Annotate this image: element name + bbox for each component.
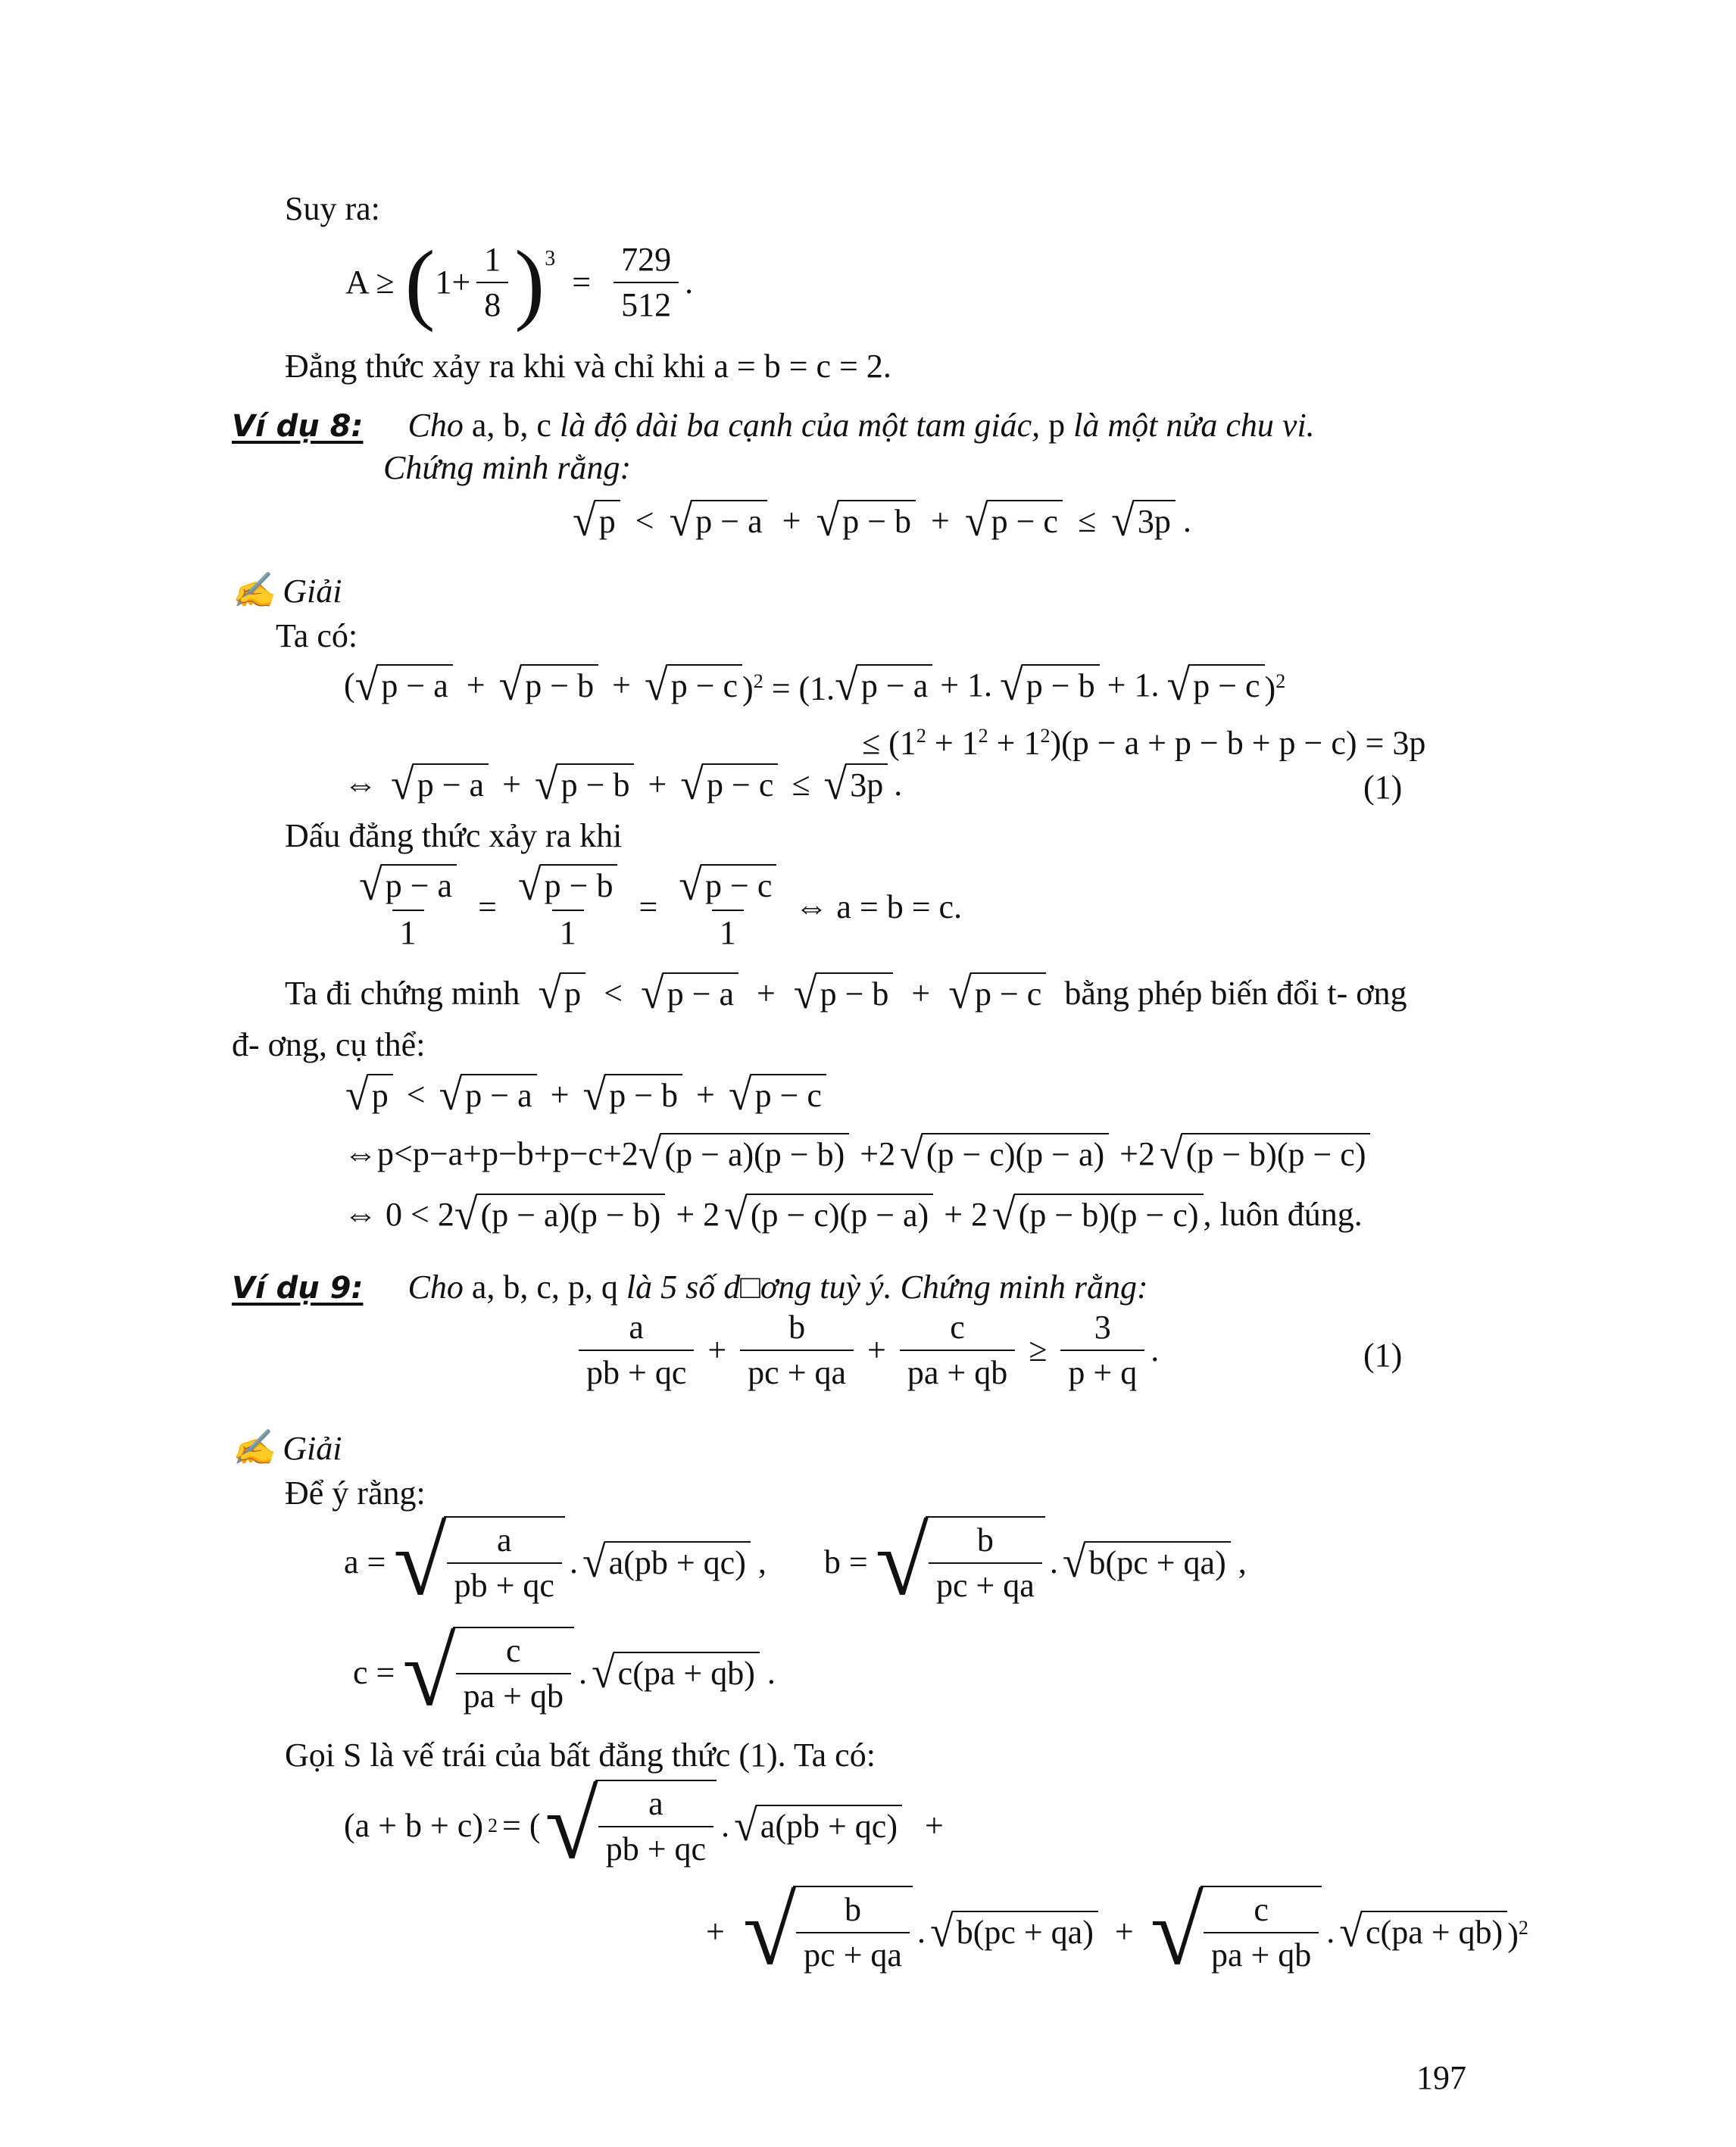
fraction-one-eighth: $\frac{1}{8}$ — [476, 241, 508, 324]
example-9-inequality: a pb + qc + $\frac{b}{pc + qa}$ + $\frac{c}{pa + qb}$ ≥ $\frac{3}{p + q}$ . — [573, 1309, 1159, 1392]
equation-tag-1: (1) — [1363, 769, 1403, 806]
cauchy-line-1: ( √ p − a + √ p − b + √ p − c )$^2$ = (1. √ p − a + 1. √ p − b + 1. √ p − c )$^2$ — [344, 660, 1286, 710]
proof-step-1: √ p < √ p − a + √ p − b + √ p − c — [345, 1074, 826, 1116]
equality-fractions: √ p − a 1 = √ p − b 1 = √ p − c 1 ⇔ a = b = c. — [359, 860, 963, 951]
example-8-prove: Chứng minh rằng: — [383, 449, 632, 486]
example-8-statement: Ví dụ 8: Cho a, b, c là độ dài ba cạnh của một tam giác, p là một nửa chu vi. — [232, 407, 1315, 444]
equality-condition: Đẳng thức xảy ra khi và chỉ khi a = b = c = 2. — [285, 348, 891, 385]
solution-8-heading: ✍ Giải — [232, 571, 342, 610]
page-number: 197 — [1416, 2059, 1466, 2096]
example-8-inequality: √ p < √ p − a + √ p − b + √ p − c ≤ √ 3p . — [573, 496, 1191, 546]
identity-c: c = √ c pa + qb . √ c(pa + qb) . — [353, 1618, 776, 1726]
writing-hand-icon: ✍ — [232, 571, 276, 610]
writing-hand-icon: ✍ — [232, 1428, 276, 1467]
bound-formula: A ≥ ( 1+ $\frac{1}{8}$ ) 3 = $\frac{729}{512}$ . — [345, 232, 694, 332]
ta-co-label: Ta có: — [276, 617, 358, 654]
example-9-statement: Ví dụ 9: Cho a, b, c, p, q là 5 số d□ơng tuỳ ý. Chứng minh rằng: — [232, 1269, 1148, 1306]
proof-step-2: ⇔p<p−a+p−b+p−c+2 √ (p − a)(p − b) +2 √ (p − c)(p − a) +2 √ (p − b)(p − c) — [344, 1133, 1370, 1175]
suy-ra-label: Suy ra: — [285, 190, 380, 227]
proof-intro-cont: đ- ơng, cụ thể: — [232, 1026, 426, 1063]
square-sum-line-2: + √ b pc + qa . √ b(pc + qa) + √ c pa + qb . √ c(pa + qb) )$^2$ — [706, 1877, 1528, 1985]
square-sum-line-1: (a + b + c) 2 = ( √ a pb + qc . √ a(pb + qc) + — [344, 1771, 944, 1879]
define-s: Gọi S là vế trái của bất đẳng thức (1). Ta có: — [285, 1737, 876, 1774]
note-label: Để ý rằng: — [285, 1475, 426, 1512]
equation-tag-9: (1) — [1363, 1337, 1403, 1374]
example-8-label: Ví dụ 8: — [232, 409, 364, 444]
identity-a-b: a = √ a pb + qc . √ a(pb + qc) , b = √ b pc + qa . √ b(pc + qa) , — [344, 1508, 1247, 1615]
cauchy-line-2: ≤ $(1^2 + 1^2 + 1^2)(p - a + p - b + p - c) = 3p$ — [862, 724, 1426, 762]
cauchy-line-3: ⇔ √ p − a + √ p − b + √ p − c ≤ √ 3p . — [344, 760, 903, 810]
solution-9-heading: ✍ Giải — [232, 1428, 342, 1467]
example-9-label: Ví dụ 9: — [232, 1271, 364, 1306]
equality-when-label: Dấu đẳng thức xảy ra khi — [285, 817, 623, 854]
proof-intro: Ta đi chứng minh √ p < √ p − a + √ p − b + √ p − c bằng phép biến đổi t- ơng — [285, 969, 1407, 1019]
fraction-729-512: $\frac{729}{512}$ — [614, 241, 679, 324]
proof-step-3: ⇔ 0 < 2 √ (p − a)(p − b) + 2 √ (p − c)(p − a) + 2 √ (p − b)(p − c) , luôn đúng. — [344, 1190, 1363, 1240]
